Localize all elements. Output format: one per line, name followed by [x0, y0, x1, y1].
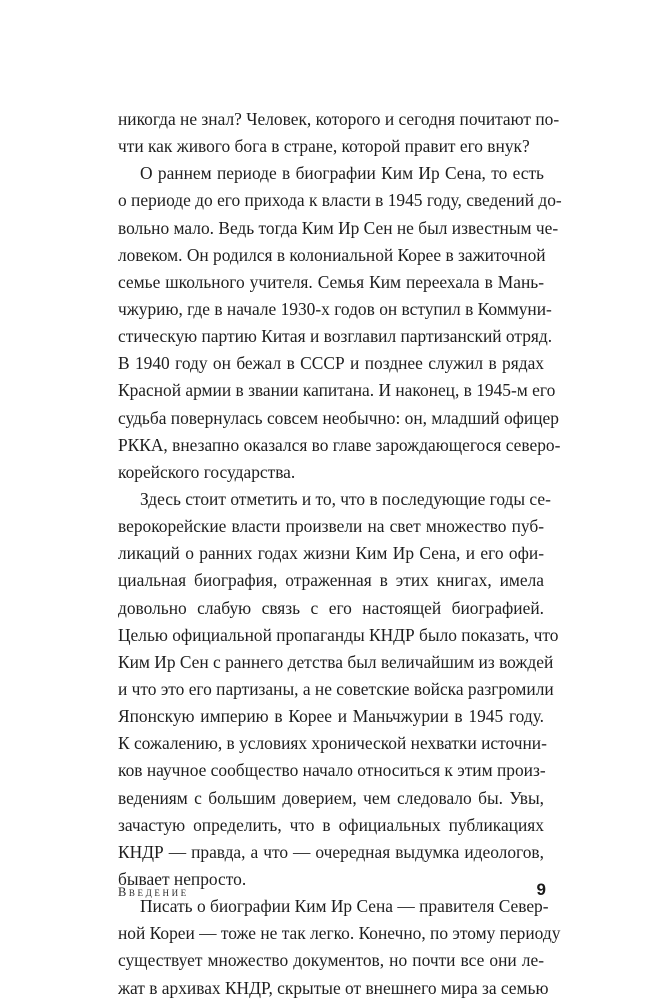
text-line: жат в архивах КНДР, скрытые от внешнего мира за семью	[118, 977, 549, 998]
paragraph	[118, 893, 561, 1002]
text-line: бывает непросто.	[118, 868, 247, 889]
running-footer-section: Введение	[118, 885, 189, 899]
text-line: стическую партию Китая и возглавил партизанский отряд.	[118, 326, 553, 347]
text-line: Красной армии в звании капитана. И наконец, в 1945-м его	[118, 380, 556, 401]
text-line: К сожалению, в условиях хронической нехватки источни-	[118, 733, 547, 754]
paragraph	[118, 486, 559, 893]
text-line: вольно мало. Ведь тогда Ким Ир Сен не был известным че-	[118, 217, 559, 238]
text-line: В 1940 году он бежал в СССР и позднее служил в рядах	[118, 353, 544, 374]
text-line: никогда не знал? Человек, которого и сегодня почитают по-	[118, 109, 560, 129]
text-line: семье школьного учителя. Семья Ким переехала в Мань-	[118, 271, 544, 292]
text-line: и что это его партизаны, а не советские войска разгромили	[118, 678, 554, 699]
text-line: ликаций о ранних годах жизни Ким Ир Сена, и его офи-	[118, 543, 544, 564]
text-line: зачастую определить, что в официальных публикациях	[118, 814, 544, 835]
text-line: довольно слабую связь с его настоящей биографией.	[118, 597, 544, 618]
text-line: существует множество документов, но почти все они ле-	[118, 950, 544, 971]
text-line: РККА, внезапно оказался во главе зарождающегося северо-	[118, 434, 561, 455]
page-number: 9	[536, 880, 546, 899]
text-line: ведениям с большим доверием, чем следовало бы. Увы,	[118, 787, 544, 808]
text-line: верокорейские власти произвели на свет множество пуб-	[118, 516, 544, 537]
body-text	[118, 106, 562, 1002]
paragraph	[118, 106, 560, 160]
text-line: Писать о биографии Ким Ир Сена — правителя Север-	[140, 896, 549, 917]
text-line: ловеком. Он родился в колониальной Корее в зажиточной	[118, 244, 546, 265]
text-line: О раннем периоде в биографии Ким Ир Сена, то есть	[140, 163, 544, 184]
text-line: чжурию, где в начале 1930-х годов он вступил в Коммуни-	[118, 298, 552, 319]
paragraph	[118, 160, 562, 486]
text-line: Целью официальной пропаганды КНДР было показать, что	[118, 624, 559, 645]
text-line: чти как живого бога в стране, которой правит его внук?	[118, 136, 530, 157]
text-line: ной Кореи — тоже не так легко. Конечно, по этому периоду	[118, 923, 561, 944]
text-line: о периоде до его прихода к власти в 1945 году, сведений до-	[118, 190, 562, 211]
text-line: КНДР — правда, а что — очередная выдумка идеологов,	[118, 841, 544, 862]
text-line: корейского государства.	[118, 461, 296, 482]
text-line: циальная биография, отраженная в этих книгах, имела	[118, 570, 544, 591]
text-line: судьба повернулась совсем необычно: он, младший офицер	[118, 407, 559, 428]
text-line: Ким Ир Сен с раннего детства был величайшим из вождей	[118, 651, 554, 672]
text-line: ков научное сообщество начало относиться к этим произ-	[118, 760, 546, 781]
text-line: Здесь стоит отметить и то, что в последующие годы се-	[140, 488, 551, 509]
text-line: Японскую империю в Корее и Маньчжурии в 1945 году.	[118, 706, 544, 727]
